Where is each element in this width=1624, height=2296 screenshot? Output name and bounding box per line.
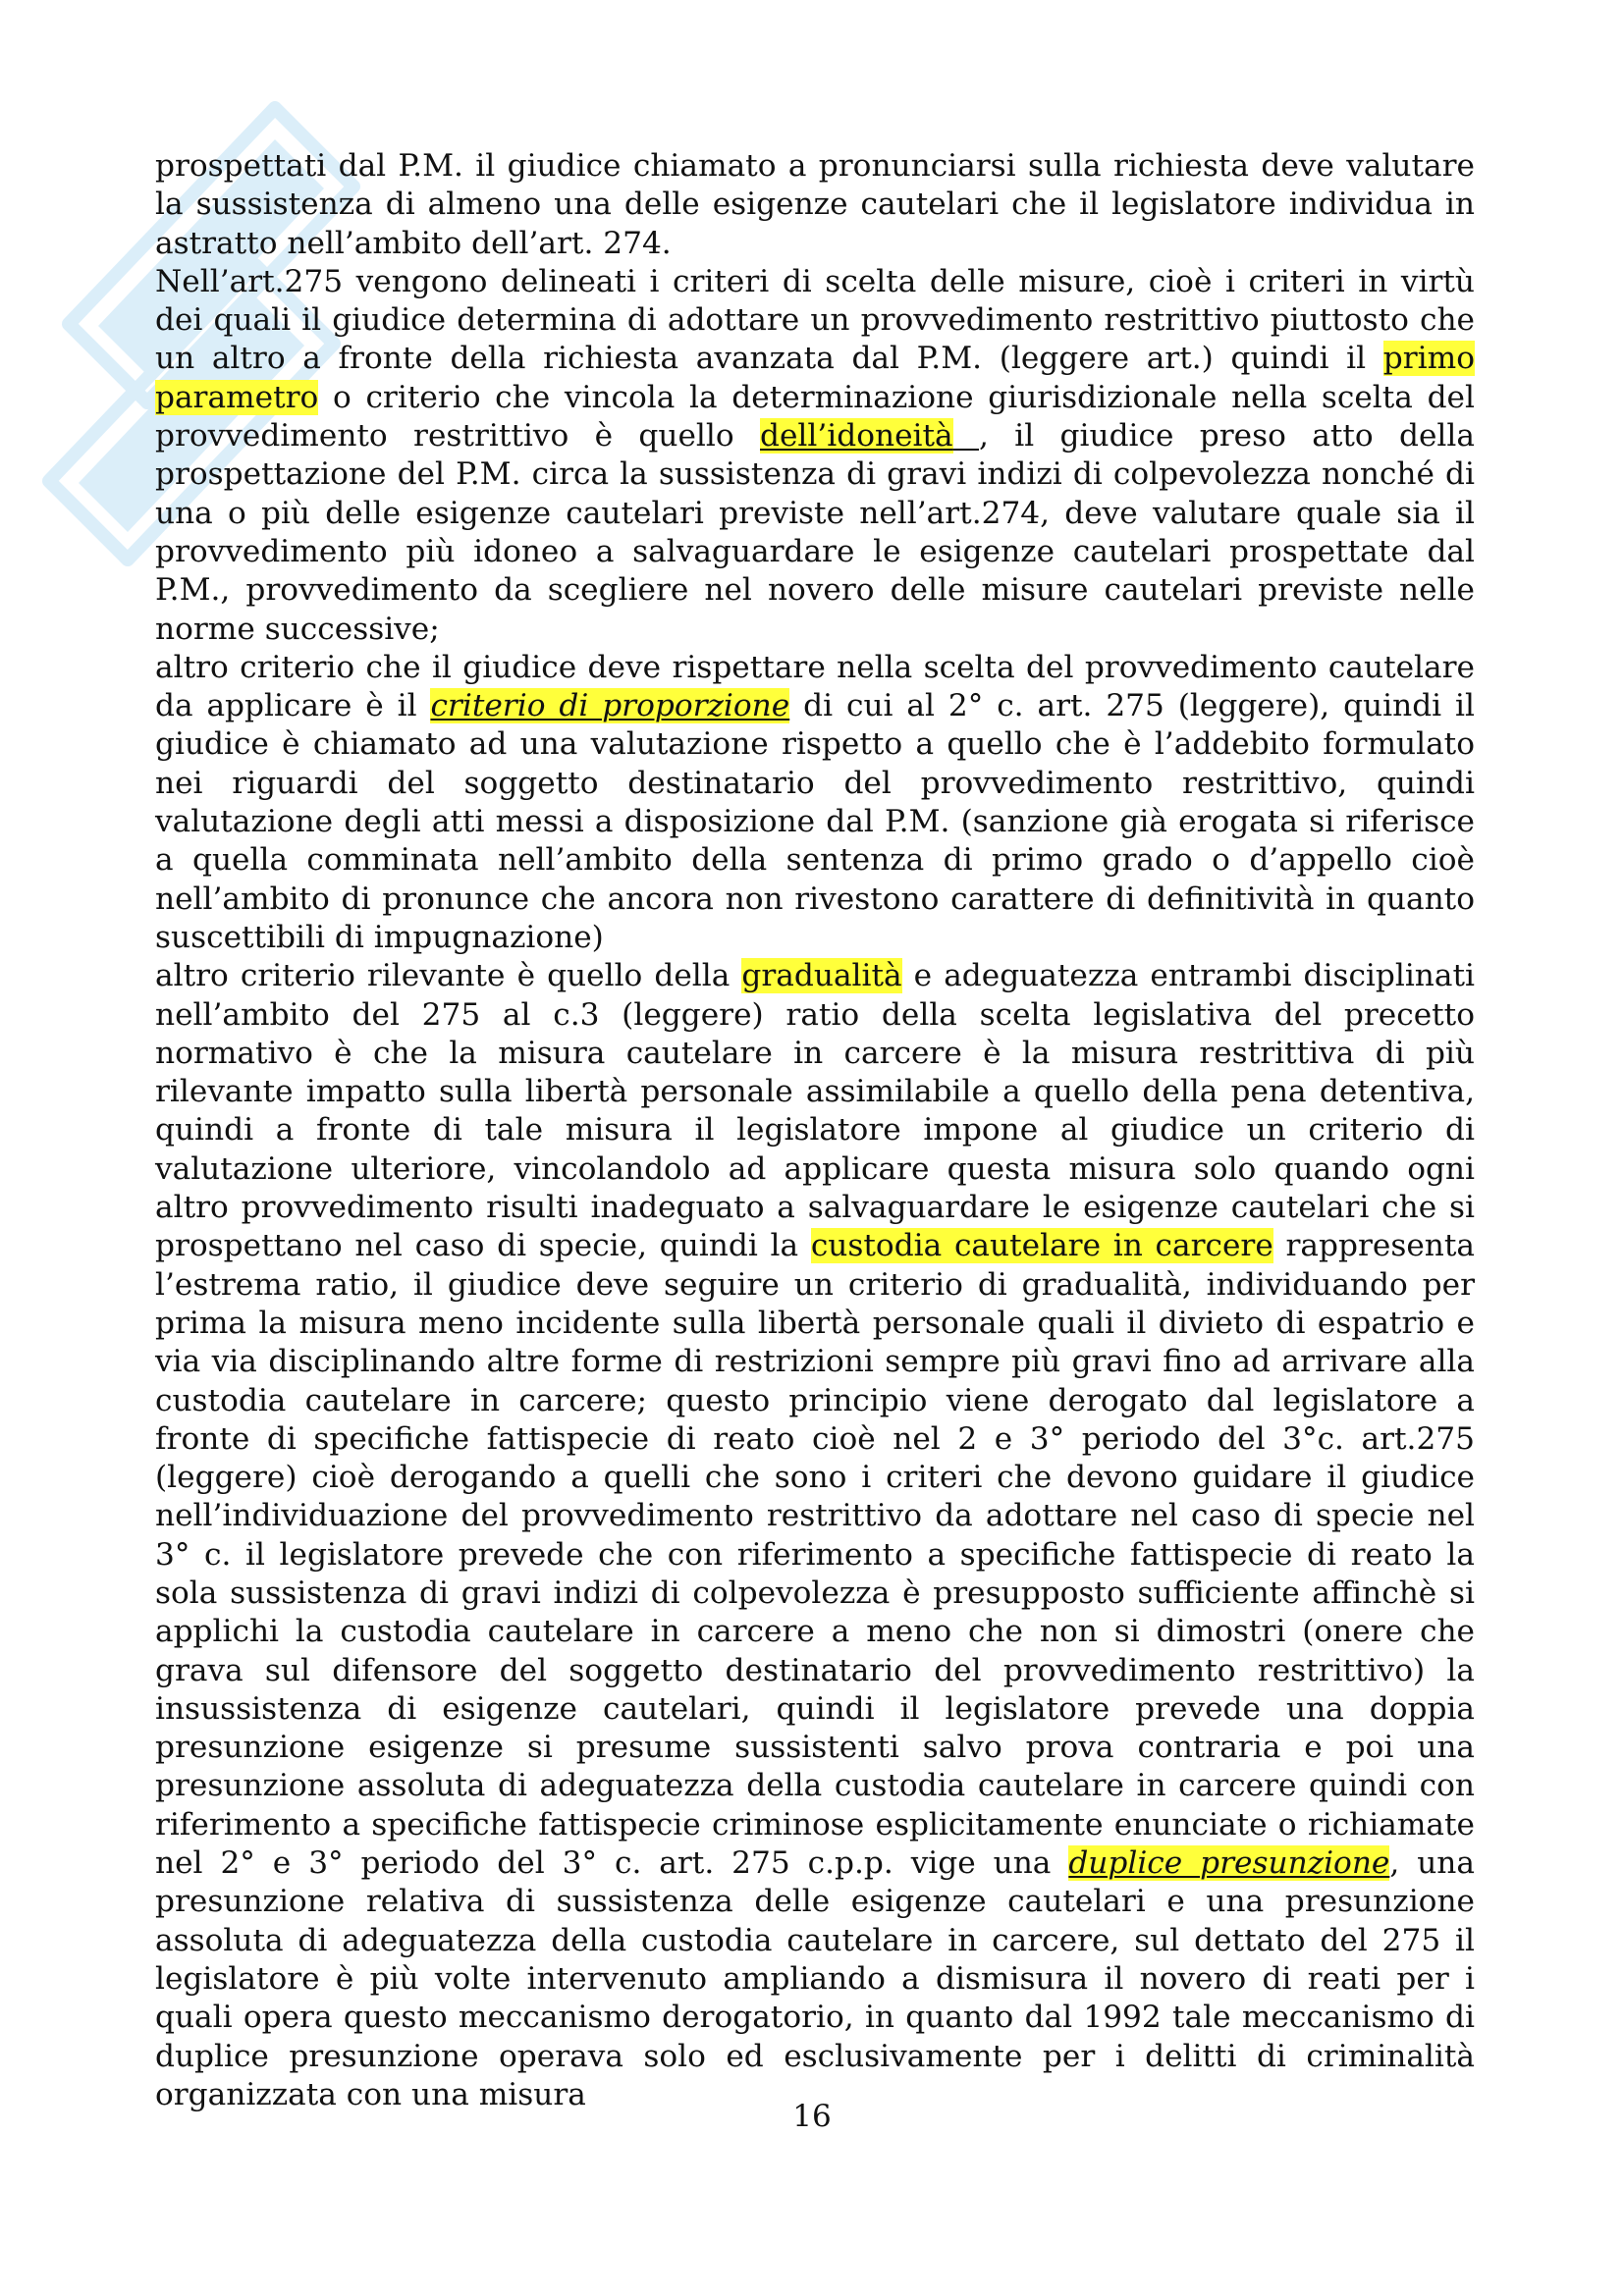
paragraph-p4	[155, 957, 1475, 2114]
highlighted-text: duplice presunzione	[1068, 1845, 1390, 1882]
text-segment: altro criterio rilevante è quello della	[155, 958, 742, 994]
paragraph-p2	[155, 263, 1475, 649]
highlighted-text: criterio di proporzione	[430, 688, 790, 724]
text-segment: Nell’art.275 vengono delineati i criteri di scelta delle misure, cioè i criteri in virtù dei quali il giudice determina di adottare un provvedimento restrittivo piuttosto che un altro a fronte della richiesta avanzata dal P.M. (leggere art.) quindi il	[155, 263, 1475, 377]
text-segment: prospettati dal P.M. il giudice chiamato a pronunciarsi sulla richiesta deve valutare la sussistenza di almeno una delle esigenze cautelari che il legislatore individua in astratto nell’ambito dell’art. 274.	[155, 148, 1475, 261]
text-segment: rappresenta l’estrema ratio, il giudice deve seguire un criterio di gradualità, individuando per prima la misura meno incidente sulla libertà personale quali il divieto di espatrio e via via disciplinando altre forme di restrizioni sempre più gravi fino ad arrivare alla custodia cautelare in carcere; questo principio viene derogato dal legislatore a fronte di specifiche fattispecie di reato cioè nel 2 e 3° periodo del 3°c. art.275 (leggere) cioè derogando a quelli che sono i criteri che devono guidare il giudice nell’individuazione del provvedimento restrittivo da adottare nel caso di specie nel 3° c. il legislatore prevede che con riferimento a specifiche fattispecie di reato la sola sussistenza di gravi indizi di colpevolezza è presupposto sufficiente affinchè si applichi la custodia cautelare in carcere a meno che non si dimostri (onere che grava sul difensore del soggetto destinatario del provvedimento restrittivo) la insussistenza di esigenze cautelari, quindi il legislatore prevede una doppia presunzione esigenze si presume sussistenti salvo prova contraria e poi una presunzione assoluta di adeguatezza della custodia cautelare in carcere quindi con riferimento a specifiche fattispecie criminose esplicitamente enunciate o richiamate nel 2° e 3° periodo del 3° c. art. 275 c.p.p. vige una	[155, 1228, 1475, 1882]
text-segment: altro criterio che il giudice deve rispettare nella scelta del provvedimento cautelare da applicare è il	[155, 649, 1475, 724]
text-segment: , una presunzione relativa di sussistenza delle esigenze cautelari e una presunzione assoluta di adeguatezza della custodia cautelare in carcere, sul dettato del 275 il legislatore è più volte intervenuto ampliando a dismisura il novero di reati per i quali opera questo meccanismo derogatorio, in quanto dal 1992 tale meccanismo di duplice presunzione operava solo ed esclusivamente per i delitti di criminalità organizzata con una misura	[155, 1845, 1475, 2112]
text-segment: e adeguatezza entrambi disciplinati nell’ambito del 275 al c.3 (leggere) ratio della scelta legislativa del precetto normativo è che la misura cautelare in carcere è la misura restrittiva di più rilevante impatto sulla libertà personale assimilabile a quello della pena detentiva, quindi a fronte di tale misura il legislatore impone al giudice un criterio di valutazione ulteriore, vincolandolo ad applicare questa misura solo quando ogni altro provvedimento risulti inadeguato a salvaguardare le esigenze cautelari che si prospettano nel caso di specie, quindi la	[155, 958, 1475, 1264]
highlighted-text: dell’idoneità	[760, 418, 953, 454]
highlighted-text: custodia cautelare in carcere	[810, 1228, 1273, 1264]
page-number: 16	[792, 2099, 832, 2134]
document-body	[155, 147, 1475, 2114]
highlighted-text: primo parametro	[155, 341, 1475, 415]
highlighted-text: gradualità	[741, 958, 902, 994]
text-segment: , il giudice preso atto della prospettazione del P.M. circa la sussistenza di gravi indizi di colpevolezza nonché di una o più delle esigenze cautelari previste nell’art.274, deve valutare quale sia il provvedimento più idoneo a salvaguardare le esigenze cautelari prospettate dal P.M., provvedimento da scegliere nel novero delle misure cautelari previste nelle norme successive;	[155, 418, 1475, 647]
paragraph-p3	[155, 649, 1475, 957]
text-segment	[953, 418, 979, 454]
paragraph-p1	[155, 147, 1475, 263]
text-segment: o criterio che vincola la determinazione giurisdizionale nella scelta del provvedimento restrittivo è quello	[155, 379, 1475, 454]
text-segment: di cui al 2° c. art. 275 (leggere), quindi il giudice è chiamato ad una valutazione rispetto a quello che è l’addebito formulato nei riguardi del soggetto destinatario del provvedimento restrittivo, quindi valutazione degli atti messi a disposizione dal P.M. (sanzione già erogata si riferisce a quella comminata nell’ambito della sentenza di primo grado o d’appello cioè nell’ambito di pronunce che ancora non rivestono carattere di definitività in quanto suscettibili di impugnazione)	[155, 688, 1475, 955]
